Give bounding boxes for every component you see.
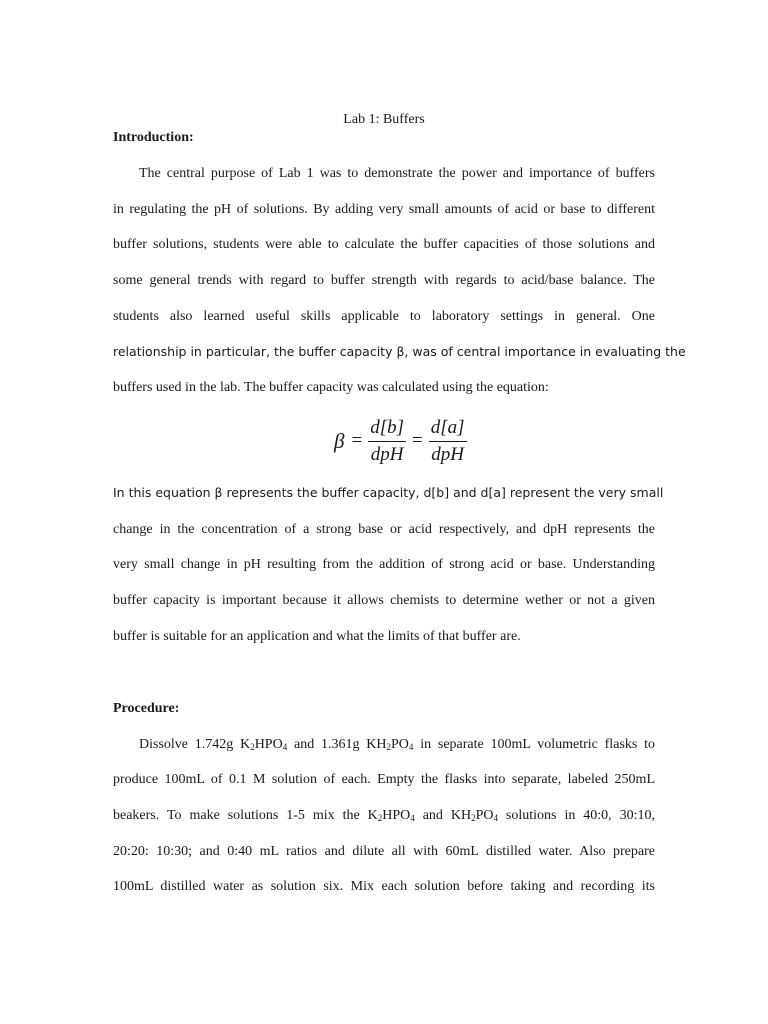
- equation-fraction-base: [368, 417, 406, 466]
- procedure-line-2: produce 100mL of 0.1 M solution of each. Empty the flasks into separate, labeled 250mL: [113, 772, 655, 787]
- equation-equals-2: =: [411, 430, 423, 451]
- explanation-line-4: buffer capacity is important because it allows chemists to determine wether or not a given: [113, 593, 655, 608]
- explanation-line-3: very small change in pH resulting from the addition of strong acid or base. Understanding: [113, 557, 655, 572]
- equation-numerator-base: d[b]: [368, 417, 406, 442]
- explanation-line-2: change in the concentration of a strong base or acid respectively, and dpH represents the: [113, 522, 655, 537]
- document-title: Lab 1: Buffers: [343, 112, 425, 127]
- intro-line-3: buffer solutions, students were able to calculate the buffer capacities of those solutions and: [113, 237, 655, 252]
- explanation-line-5: buffer is suitable for an application and what the limits of that buffer are.: [113, 629, 521, 644]
- procedure-line-5: 100mL distilled water as solution six. Mix each solution before taking and recording its: [113, 879, 655, 894]
- equation-numerator-acid: d[a]: [429, 417, 467, 442]
- procedure-line-3: beakers. To make solutions 1-5 mix the $K_2HPO_4$ and $KH_2PO_4$ solutions in 40:0, 30:10,: [113, 808, 655, 823]
- introduction-heading: Introduction:: [113, 130, 194, 145]
- equation-denominator-acid: dpH: [431, 443, 464, 465]
- buffer-capacity-equation: [334, 414, 470, 468]
- equation-beta: β: [334, 428, 345, 453]
- procedure-line-1: Dissolve 1.742g $K_2HPO_4$ and 1.361g $KH_2PO_4$ in separate 100mL volumetric flasks to: [139, 737, 655, 752]
- procedure-line-4: 20:20: 10:30; and 0:40 mL ratios and dilute all with 60mL distilled water. Also prepare: [113, 844, 655, 859]
- intro-line-5: students also learned useful skills applicable to laboratory settings in general. One: [113, 309, 655, 324]
- intro-line-4: some general trends with regard to buffer strength with regards to acid/base balance. The: [113, 273, 655, 288]
- procedure-heading: Procedure:: [113, 701, 180, 716]
- intro-line-7: buffers used in the lab. The buffer capacity was calculated using the equation:: [113, 380, 549, 395]
- explanation-line-1: In this equation β represents the buffer capacity, d[b] and d[a] represent the very small: [113, 485, 664, 500]
- intro-line-1: The central purpose of Lab 1 was to demonstrate the power and importance of buffers: [139, 166, 655, 181]
- intro-line-6: relationship in particular, the buffer capacity β, was of central importance in evaluating the: [113, 344, 686, 359]
- intro-line-2: in regulating the pH of solutions. By adding very small amounts of acid or base to different: [113, 202, 655, 217]
- equation-denominator-base: dpH: [370, 443, 404, 465]
- equation-equals-1: =: [351, 430, 363, 451]
- equation-fraction-acid: [429, 417, 467, 466]
